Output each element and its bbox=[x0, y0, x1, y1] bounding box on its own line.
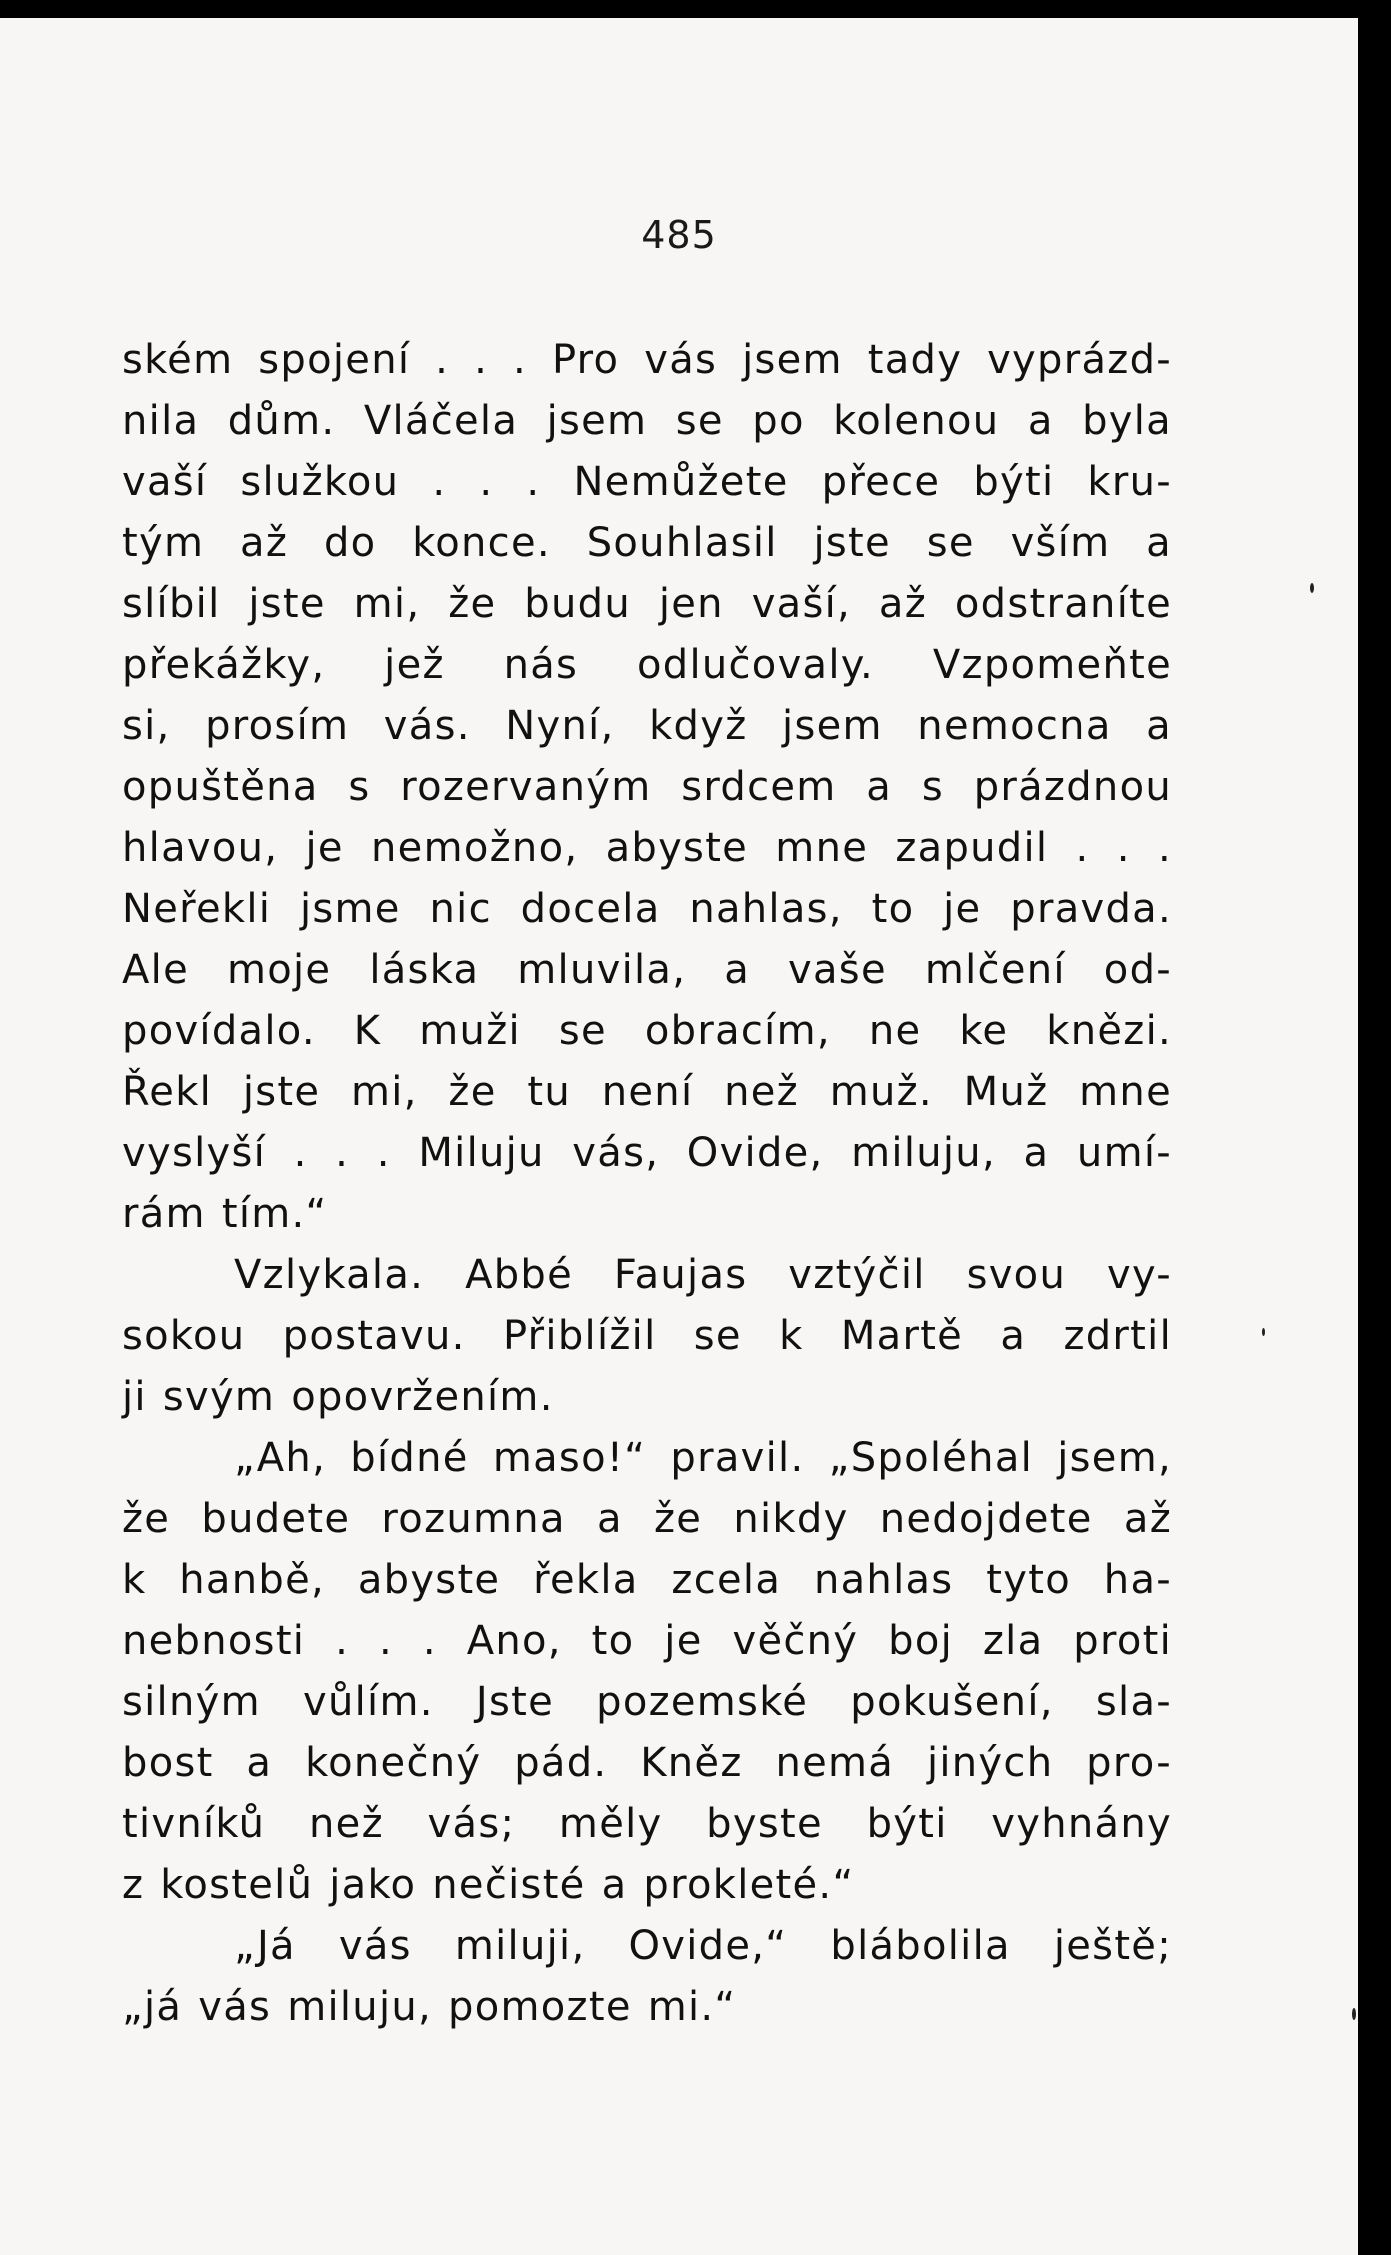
text-line: z kostelů jako nečisté a prokleté.“ bbox=[122, 1862, 855, 1908]
scan-speck bbox=[1310, 583, 1314, 593]
text-line: slíbil jste mi, že budu jen vaší, až odstraníte bbox=[122, 581, 1172, 627]
text-line: tivníků než vás; měly byste býti vyhnány bbox=[122, 1801, 1172, 1847]
text-line: že budete rozumna a že nikdy nedojdete až bbox=[122, 1496, 1172, 1542]
page-number: 485 bbox=[641, 213, 717, 257]
text-line: Řekl jste mi, že tu není než muž. Muž mne bbox=[122, 1069, 1172, 1115]
text-line: „Já vás miluji, Ovide,“ blábolila ještě; bbox=[234, 1923, 1172, 1969]
text-line: opuštěna s rozervaným srdcem a s prázdnou bbox=[122, 764, 1172, 810]
text-line: rám tím.“ bbox=[122, 1191, 328, 1237]
paragraph bbox=[122, 1428, 1172, 1916]
text-line: vaší služkou . . . Nemůžete přece býti kru- bbox=[122, 459, 1172, 505]
paragraph bbox=[122, 1916, 1172, 2038]
text-line: ském spojení . . . Pro vás jsem tady vyprázd- bbox=[122, 337, 1172, 383]
text-line: „já vás miluju, pomozte mi.“ bbox=[122, 1984, 737, 2030]
text-line: „Ah, bídné maso!“ pravil. „Spoléhal jsem, bbox=[234, 1435, 1172, 1481]
text-line: ji svým opovržením. bbox=[122, 1374, 554, 1420]
text-line: vyslyší . . . Miluju vás, Ovide, miluju, a umí- bbox=[122, 1130, 1172, 1176]
paragraph bbox=[122, 330, 1172, 1245]
text-line: hlavou, je nemožno, abyste mne zapudil . . . bbox=[122, 825, 1172, 871]
text-line: Ale moje láska mluvila, a vaše mlčení od- bbox=[122, 947, 1172, 993]
text-line: Vzlykala. Abbé Faujas vztýčil svou vy- bbox=[234, 1252, 1172, 1298]
scan-speck bbox=[1262, 1328, 1265, 1336]
book-page bbox=[0, 18, 1358, 2255]
paragraph bbox=[122, 1245, 1172, 1428]
text-line: silným vůlím. Jste pozemské pokušení, sla- bbox=[122, 1679, 1172, 1725]
text-line: Neřekli jsme nic docela nahlas, to je pravda. bbox=[122, 886, 1172, 932]
text-line: bost a konečný pád. Kněz nemá jiných pro- bbox=[122, 1740, 1172, 1786]
text-line: k hanbě, abyste řekla zcela nahlas tyto ha- bbox=[122, 1557, 1172, 1603]
body-text bbox=[122, 330, 1172, 2038]
text-line: překážky, jež nás odlučovaly. Vzpomeňte bbox=[122, 642, 1172, 688]
scan-speck bbox=[1352, 2008, 1356, 2020]
text-line: nila dům. Vláčela jsem se po kolenou a byla bbox=[122, 398, 1172, 444]
text-line: nebnosti . . . Ano, to je věčný boj zla proti bbox=[122, 1618, 1172, 1664]
text-line: si, prosím vás. Nyní, když jsem nemocna a bbox=[122, 703, 1172, 749]
text-line: tým až do konce. Souhlasil jste se vším a bbox=[122, 520, 1172, 566]
text-line: sokou postavu. Přiblížil se k Martě a zdrtil bbox=[122, 1313, 1172, 1359]
text-line: povídalo. K muži se obracím, ne ke knězi. bbox=[122, 1008, 1172, 1054]
